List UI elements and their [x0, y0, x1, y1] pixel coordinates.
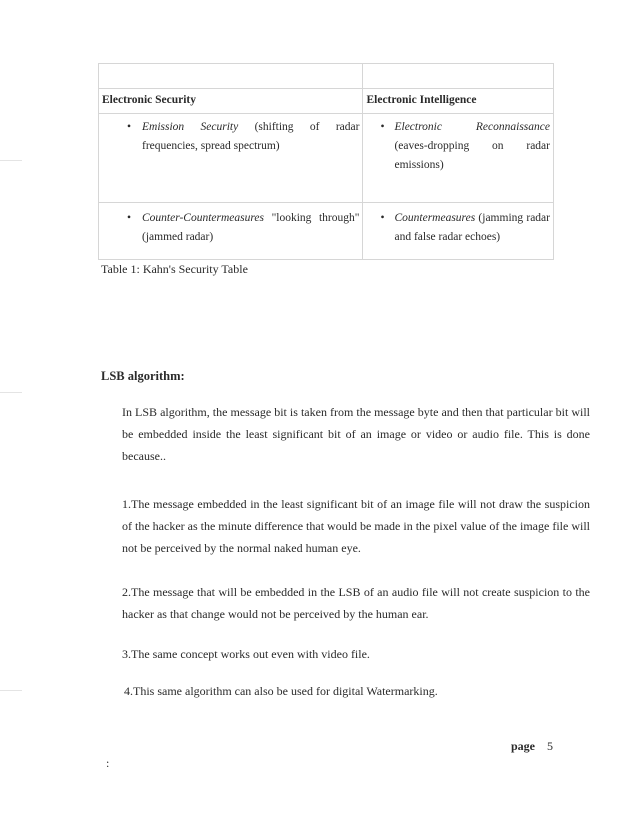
bullet-item [102, 118, 359, 156]
table-row [99, 114, 554, 203]
bullet-glyph: • [380, 212, 385, 224]
table-caption: Table 1: Kahn's Security Table [101, 262, 248, 276]
term-description: (jamming radar and false radar echoes) [394, 212, 550, 243]
bullet-glyph: • [126, 212, 131, 224]
table-cell [99, 114, 363, 203]
term-electronic-reconnaissance: Electronic Reconnaissance [394, 121, 550, 133]
term-description: (shifting of radar frequencies, spread spectrum) [142, 121, 360, 152]
bullet-item [366, 209, 550, 247]
section-title: LSB algorithm: [101, 369, 185, 383]
table-blank-row [99, 64, 554, 89]
page-label: page [511, 739, 535, 753]
table-row [99, 203, 554, 260]
page-number: 5 [547, 739, 553, 753]
table-header-electronic-security: Electronic Security [99, 89, 363, 114]
term-emission-security: Emission Security [142, 121, 239, 133]
term-description: (eaves-dropping on radar emissions) [394, 140, 550, 171]
paragraph-point-2: 2.The message that will be embedded in the LSB of an audio file will not create suspicion to the hacker as that change would not be perceived by the human ear. [122, 585, 590, 621]
table-cell [363, 203, 554, 260]
paragraph-point-3: 3.The same concept works out even with video file. [122, 647, 370, 661]
security-table [98, 63, 554, 260]
page-footer [511, 739, 553, 754]
table-header-electronic-intelligence: Electronic Intelligence [363, 89, 554, 114]
bullet-item [102, 209, 359, 247]
paragraph-intro: In LSB algorithm, the message bit is taken from the message byte and then that particular bit will be embedded inside the least significant bit of an image or video or audio file. This is done because.. [122, 405, 590, 463]
term-counter-countermeasures: Counter-Countermeasures [142, 212, 265, 224]
scan-artifact [0, 690, 22, 691]
table-cell [363, 114, 554, 203]
bullet-glyph: • [380, 121, 385, 133]
paragraph-point-4: 4.This same algorithm can also be used for digital Watermarking. [124, 684, 438, 698]
table-header-row [99, 89, 554, 114]
table-cell [99, 203, 363, 260]
bullet-item [366, 118, 550, 175]
scan-artifact [0, 392, 22, 393]
paragraph-point-1: 1.The message embedded in the least significant bit of an image file will not draw the suspicion of the hacker as the minute difference that would be made in the pixel value of the image file will not be perceived by the normal naked human eye. [122, 497, 590, 555]
term-countermeasures: Countermeasures [394, 212, 476, 224]
stray-mark: : [106, 756, 110, 770]
term-description: "looking through" (jammed radar) [142, 212, 360, 243]
bullet-glyph: • [126, 121, 131, 133]
scan-artifact [0, 160, 22, 161]
